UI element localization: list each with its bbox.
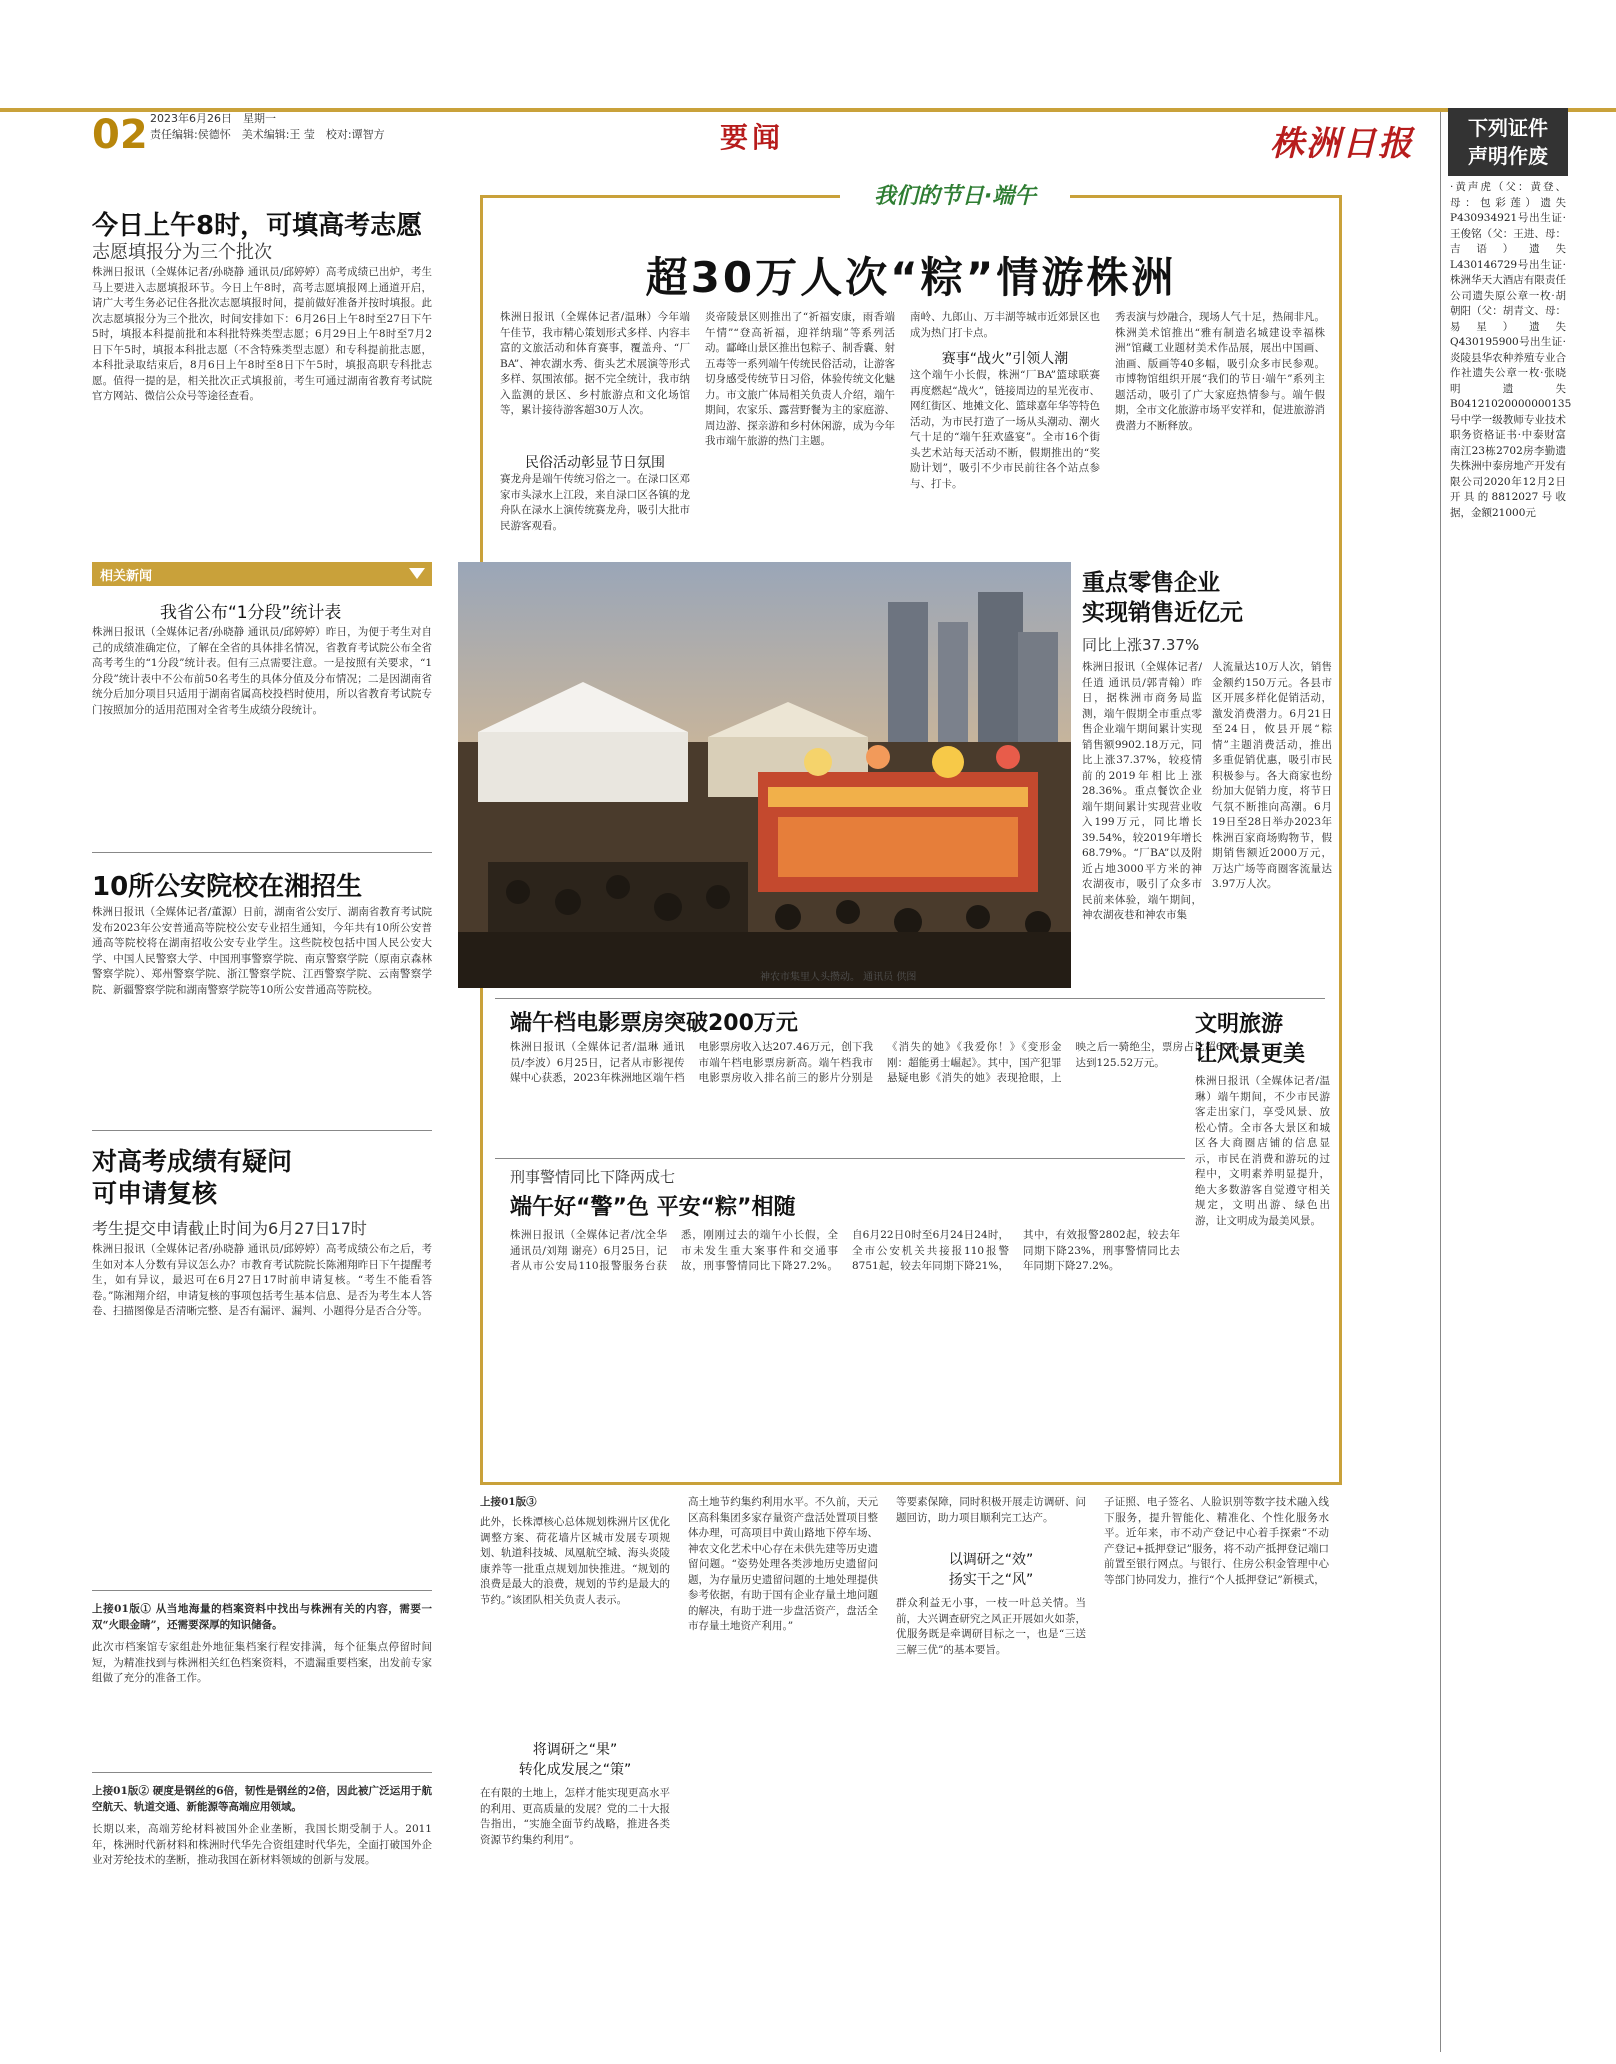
night-market-photo-art [458,562,1071,988]
civil-headline-line1: 文明旅游 [1195,1012,1284,1037]
festival-banner-text: 我们的节日·端午 [873,184,1037,209]
header-rule [0,108,1616,112]
divider [92,1772,432,1773]
sales-col2: 人流量达10万人次，销售金额约150万元。各县市区开展多样化促销活动，激发消费潜力。6月21日至24日，攸县开展“粽情”主题消费活动，推出多重促销优惠，吸引市民积极参与。各大商家也纷纷加大促销力度，将节日气氛不断推向高潮。6月19日至28日举办2023年株洲百家商场购物节，假期销售额近2000万元，万达广场等商圈客流量达3.97万人次。 [1212,661,1332,890]
exam-subtitle: 志愿填报分为三个批次 [92,242,272,263]
feature-col3b: 这个端午小长假，株洲“厂BA”篮球联赛再度燃起“战火”，链接周边的星光夜市、网红街区、地摊文化、篮球嘉年华等特色活动，为市民打造了一场从头潮动、潮火气十足的“端午狂欢盛宴”。全市16个街头艺术站每天活动不断，假期推出的“奖励计划”，吸引不少市民前往各个站点参与、打卡。 [910,369,1100,490]
feature-col3: 南岭、九郎山、万丰湖等城市近郊景区也成为热门打卡点。 [910,311,1100,339]
divider [92,852,432,853]
lower-col3: 等要素保障，同时积极开展走访调研、问题回访，助力项目顺利完工达产。 [896,1496,1086,1524]
review-subtitle: 考生提交申请截止时间为6月27日17时 [92,1219,367,1238]
related-news-body: 株洲日报讯（全媒体记者/孙晓静 通讯员/邱婷婷）昨日，为便于考生对自己的成绩准确定位，了解在全省的具体排名情况，省教育考试院公布全省高考考生的“1分段”统计表。但有三点需要注意。一是按照有关要求，“1分段”统计表中不公布前50名考生的具体分值及分布情况；二是因湖南省统分后加分项目只适用于湖南省属高校投档时使用，所以省教育考试院专门按照加分的适用范围对全省考生成绩分段统计。 [92,626,432,716]
sales-headline-line1: 重点零售企业 [1082,570,1220,596]
review-headline [92,1146,292,1210]
related-news-headline: 我省公布“1分段”统计表 [160,603,342,623]
feature-col2: 炎帝陵景区则推出了“祈福安康，雨香端午情”“登高祈福，迎祥纳瑞”等系列活动。酃峰山景区推出包粽子、制香囊、射五毒等一系列端午传统民俗活动，让游客切身感受传统节日习俗，体验传统文化魅力。市文旅广体局相关负责人介绍，端午期间，农家乐、露营野餐为主的家庭游、周边游、探亲游和乡村休闲游，成为今年我市端午旅游的热门主题。 [705,311,895,447]
notice-column [1448,108,1572,663]
lower-subhead-2 [896,1550,1086,1590]
exam-body: 株洲日报讯（全媒体记者/孙晓静 通讯员/邱婷婷）高考成绩已出炉，考生马上要进入志愿填报环节。今日上午8时，高考志愿填报网上通道开启，请广大考生务必记住各批次志愿填报时间，提前做好准备并按时填报。此次志愿填报分为三个批次，时间安排如下：6月26日上午8时至27日下午5时，填报本科提前批和本科批特殊类型志愿；6月29日上午8时至7月2日下午5时，填报本科批志愿（不含特殊类型志愿）和专科提前批志愿，本科批录取结束后，8月6日上午8时至8日下午5时，填报高职专科批志愿。值得一提的是，相关批次正式填报前，考生可通过湖南省教育考试院官方网站、微信公众号等途径查看。 [92,266,432,402]
safety-headline: 端午好“警”色 平安“粽”相随 [510,1195,796,1220]
lower-col2: 高土地节约集约利用水平。不久前，天元区高科集团多家存量资产盘活处置项目整体办理，可高项目中黄山路地下停车场、神农文化艺术中心存在未供先建等历史遗留问题。“姿势处理各类涉地历史遗留问题，为存量历史遗留问题的土地处理提供参考依据，有助于国有企业存量土地问题的解决，有助于进一步盘活资产，盘活全市存量土地资产利用。” [688,1496,878,1632]
editors-line: 责任编辑:侯德怀 美术编辑:王 莹 校对:谭智方 [150,128,385,141]
safety-body: 株洲日报讯（全媒体记者/沈全华 通讯员/刘翔 谢亮）6月25日，记者从市公安局110报警服务台获悉，刚刚过去的端午小长假，全市未发生重大案事件和交通事故，刑事警情同比下降27.2%。自6月22日0时至6月24日24时，全市公安机关共接报110报警8751起，较去年同期下降21%，其中，有效报警2802起，较去年同期下降23%，刑事警情同比去年同期下降27.2%。 [510,1229,1180,1272]
sales-col1: 株洲日报讯（全媒体记者/任逍 通讯员/郭青翰）昨日，据株洲市商务局监测，端午假期全市重点零售企业端午期间累计实现销售额9902.18万元，同比上涨37.37%，较疫情前的2019年相比上涨28.36%。重点餐饮企业端午期间累计实现营业收入199万元，同比增长39.54%，较2019年增长68.79%。“厂BA”以及附近占地3000平方米的神农湖夜市，吸引了众多市民前来体验，端午期间，神农湖夜巷和神农市集 [1082,661,1202,921]
archive-body: 此次市档案馆专家组赴外地征集档案行程安排满，每个征集点停留时间短，为精准找到与株洲相关红色档案资料，不遗漏重要档案，出发前专家组做了充分的准备工作。 [92,1641,432,1684]
divider [92,1590,432,1591]
page-number: 02 [92,112,148,158]
lower-col1: 此外，长株潭核心总体规划株洲片区优化调整方案、荷花墙片区城市发展专项规划、轨道科技城、凤凰航空城、海头炎陵康养等一批重点规划加快推进。“规划的浪费是最大的浪费，规划的节约是最大的节约。”该团队相关负责人表示。 [480,1516,670,1606]
feature-subhead-1: 民俗活动彰显节日氛围 [525,455,665,471]
lower-col4: 子证照、电子签名、人脸识别等数字技术融入线下服务，提升智能化、精准化、个性化服务水平。近年来，市不动产登记中心着手探索“不动产登记+抵押登记”服务，将不动产抵押登记端口前置至银行网点。与银行、住房公积金管理中心等部门协同发力，推行“个人抵押登记”新模式， [1104,1496,1329,1586]
divider [92,1130,432,1131]
section-title: 要闻 [720,121,785,154]
sales-headline [1082,568,1243,628]
feature-subhead-2: 赛事“战火”引领人潮 [941,351,1069,367]
continuation-note-2: 上接01版② 硬度是钢丝的6倍，韧性是钢丝的2倍，因此被广泛运用于航空航天、轨道交通、新能源等高端应用领域。 [92,1785,432,1813]
sales-subtitle: 同比上涨37.37% [1082,636,1200,654]
feature-col4: 秀表演与炒融合，现场人气十足，热闹非凡。株洲美术馆推出“雅有制造名城建设幸福株洲”馆藏工业题材美术作品展，展出中国画、油画、版画等40多幅，吸引众多市民参观。市博物馆组织开展“我们的节日·端午”系列主题活动，吸引了广大家庭热情参与。端午假期，全市文化旅游市场平安祥和，促进旅游消费潜力不断释放。 [1115,311,1325,432]
feature-col1b: 赛龙舟是端午传统习俗之一。在渌口区邓家市头渌水上江段，来自渌口区各镇的龙舟队在渌水上演传统赛龙舟，吸引大批市民游客观看。 [500,473,690,532]
exam-headline: 今日上午8时，可填高考志愿 [92,211,423,241]
photo-caption: 神农市集里人头攒动。 通讯员 供图 [760,972,917,983]
review-body: 株洲日报讯（全媒体记者/孙晓静 通讯员/邱婷婷）高考成绩公布之后，考生如对本人分数有异议怎么办？市教育考试院院长陈湘翔昨日下午提醒考生，如有异议，最迟可在6月27日17时前申请复核。“考生不能看答卷。”陈湘翔介绍，申请复核的事项包括考生基本信息、是否为考生本人答卷、扫描图像是否清晰完整、是否有漏评、漏判、小题得分是否合分等。 [92,1243,432,1317]
movie-body: 株洲日报讯（全媒体记者/温琳 通讯员/李波）6月25日，记者从市影视传媒中心获悉，2023年株洲地区端午档电影票房收入达207.46万元，创下我市端午档电影票房新高。端午档我市电影票房收入排名前三的影片分别是《消失的她》《我爱你！》《变形金刚：超能勇士崛起》。其中，国产犯罪悬疑电影《消失的她》表现抢眼，上映之后一骑绝尘，票房占比超60%，达到125.52万元。 [510,1041,1250,1084]
notice-title-line2: 声明作废 [1468,144,1548,168]
festival-banner [840,172,1070,222]
review-headline-line1: 对高考成绩有疑问 [92,1147,293,1176]
chevron-down-icon [408,566,426,580]
review-headline-line2: 可申请复核 [92,1179,218,1208]
safety-kicker: 刑事警情同比下降两成七 [510,1168,676,1186]
feature-headline: 超30万人次“粽”情游株洲 [645,253,1177,302]
lower-subhead-2-line1: 以调研之“效” [948,1552,1034,1568]
night-market-photo [458,562,1071,988]
right-column-rule [1440,112,1441,2052]
notice-title-line1: 下列证件 [1468,116,1548,140]
lower-subhead-1 [480,1740,670,1780]
lower-col1b: 在有限的土地上，怎样才能实现更高水平的利用、更高质量的发展？党的二十大报告指出，“实施全面节约战略，推进各类资源节约集约利用”。 [480,1787,670,1846]
date-line: 2023年6月26日 星期一 [150,112,276,125]
paper-logo: 株洲日报 [1270,124,1414,164]
civil-body: 株洲日报讯（全媒体记者/温琳）端午期间，不少市民游客走出家门，享受风景、放松心情。全市各大景区和城区各大商圈店铺的信息显示，市民在消费和游玩的过程中，文明素养明显提升，绝大多数游客自觉遵守相关规定，文明出游、绿色出游，让文明成为最美风景。 [1195,1075,1330,1227]
civil-headline [1195,1010,1305,1070]
lower-subhead-2-line2: 扬实干之“风” [948,1572,1034,1588]
continuation-note-1: 上接01版① 从当地海量的档案资料中找出与株洲有关的内容，需要一双“火眼金睛”，还需要深厚的知识储备。 [92,1603,432,1631]
notice-title [1448,108,1568,176]
civil-headline-line2: 让风景更美 [1195,1042,1306,1067]
lower-continuation-note: 上接01版③ [480,1496,537,1508]
divider [495,1158,1185,1159]
notice-body: ·黄声虎（父：黄登、母：包彩莲）遗失P430934921号出生证·王俊铭（父：王进、母：吉语）遗失L430146729号出生证·株洲华天大酒店有限责任公司遗失原公章一枚·胡朝阳（父：胡青文、母：易星）遗失Q430195900号出生证·炎陵县华农种养殖专业合作社遗失公章一枚·张晓明遗失B04121020000000135号中学一级教师专业技术职务资格证书·中泰财富南江23栋2702房李勤遗失株洲中泰房地产开发有限公司2020年12月2日开具的8812027号收据，金额21000元 [1450,181,1572,519]
lower-subhead-1-line1: 将调研之“果” [532,1742,618,1758]
feature-col1: 株洲日报讯（全媒体记者/温琳）今年端午佳节，我市精心策划形式多样、内容丰富的文旅活动和体育赛事，覆盖舟、“厂BA”、神农湖水秀、街头艺术展演等形式多样、氛围浓郁。据不完全统计，我市纳入监测的景区、乡村旅游点和文化场馆等，累计接待游客超30万人次。 [500,311,690,416]
police-body: 株洲日报讯（全媒体记者/董源）日前，湖南省公安厅、湖南省教育考试院发布2023年公安普通高等院校公安专业招生通知，今年共有10所公安普通高等院校将在湖南招收公安专业学生。这些院校包括中国人民公安大学、中国人民警察大学、中国刑事警察学院、南京警察学院（原南京森林警察学院）、郑州警察学院、浙江警察学院、江西警察学院、云南警察学院、新疆警察学院和湖南警察学院等10所公安普通高等院校。 [92,906,432,996]
movie-headline: 端午档电影票房突破200万元 [510,1011,798,1036]
sales-headline-line2: 实现销售近亿元 [1082,600,1243,626]
lower-subhead-1-line2: 转化成发展之“策” [518,1762,632,1778]
related-news-label: 相关新闻 [100,569,153,584]
aramid-body: 长期以来，高端芳纶材料被国外企业垄断，我国长期受制于人。2011年，株洲时代新材料和株洲时代华先合资组建时代华先，全面打破国外企业对芳纶技术的垄断，推动我国在新材料领域的创新与发展。 [92,1823,432,1866]
divider [495,998,1325,999]
lower-col3b: 群众利益无小事，一枝一叶总关情。当前，大兴调查研究之风正开展如火如荼，优服务既是牵调研目标之一，也是“三送三解三优”的基本要旨。 [896,1597,1086,1656]
police-headline: 10所公安院校在湘招生 [92,872,363,902]
